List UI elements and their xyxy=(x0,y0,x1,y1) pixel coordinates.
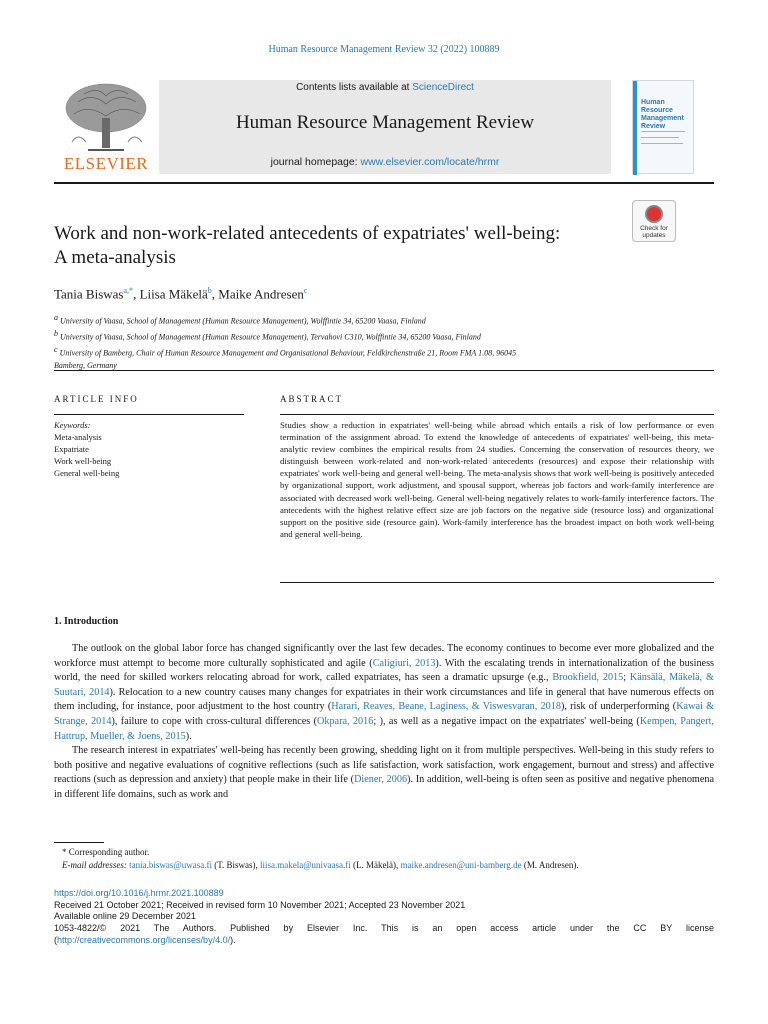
contents-prefix: Contents lists available at xyxy=(296,82,413,93)
paragraph-text: ). Relocation to a new country causes many changes for expatriates in their work circumstances and life in general that have numerous effects on them including, for instance, poor adjustment to the host country ( xyxy=(54,686,714,713)
paragraph-text: ), failure to cope with cross-cultural differences ( xyxy=(111,715,318,727)
email-label: E-mail addresses: xyxy=(62,860,127,870)
body-paragraph xyxy=(54,642,714,744)
license-statement: 1053-4822/© 2021 The Authors. Published by Elsevier Inc. This is an open access article under the CC BY license xyxy=(54,923,714,934)
cover-title: Human Resource Management Review xyxy=(641,99,684,130)
paragraph-text: ). In addition, well-being is often seen as positive and negative phenomena in different life domains, such as work and xyxy=(54,774,714,800)
license-url-line xyxy=(54,935,714,947)
citation-link[interactable]: Harari, Reaves, Beane, Laginess, & Viswesvaran, 2018 xyxy=(331,701,561,713)
article-title-line: A meta-analysis xyxy=(54,247,176,268)
affiliation-text: Bamberg, Germany xyxy=(54,361,117,371)
affiliation xyxy=(54,360,654,373)
header-divider xyxy=(54,182,714,184)
sciencedirect-link[interactable]: ScienceDirect xyxy=(412,82,474,93)
paragraph-text: The research interest in expatriates' well-being has recently been growing, shedding light on it from multiple perspectives. Well-being in this study refers to both positive and negative evaluations of cognitive reflections (such as life satisfaction, work satisfaction, work engagement, burnout and stress) and affective reactions (such as depression and anxiety) that people make in their life ( xyxy=(54,745,714,786)
elsevier-wordmark: ELSEVIER xyxy=(63,154,149,173)
homepage-prefix: journal homepage: xyxy=(270,156,361,168)
paragraph-text: ). xyxy=(185,730,192,742)
citation-link[interactable]: Kempen, Pangert, Hattrup, Mueller, & Joens, 2015 xyxy=(54,715,714,742)
license-paren: ). xyxy=(230,934,236,945)
keyword: Meta-analysis xyxy=(54,432,102,442)
cover-line xyxy=(641,143,683,144)
abstract-divider xyxy=(280,414,714,415)
article-info-heading: ARTICLE INFO xyxy=(54,394,139,404)
email-link[interactable]: tania.biswas@uwasa.fi xyxy=(129,860,212,870)
author-affiliation-marker[interactable]: c xyxy=(303,286,308,295)
license-link[interactable]: http://creativecommons.org/licenses/by/4.0/ xyxy=(57,934,231,945)
section-heading-introduction: 1. Introduction xyxy=(54,616,119,627)
affiliations xyxy=(54,312,654,373)
citation-link[interactable]: Diener, 2006 xyxy=(354,774,408,786)
affiliation xyxy=(54,312,654,328)
citation-link[interactable]: Okpara, 2016 xyxy=(317,715,374,727)
journal-header xyxy=(54,80,714,178)
keyword: Expatriate xyxy=(54,444,89,454)
paragraph-text: ). With the escalating trends in internationalization of the business world, the need for skilled workers relocating abroad for work, called expatriates, has seen a dramatic upsurge (e.g., xyxy=(54,657,715,684)
license-paren: ( xyxy=(54,934,57,945)
keywords-block xyxy=(54,419,119,479)
keyword: Work well-being xyxy=(54,456,112,466)
corresponding-author-note: * Corresponding author. xyxy=(62,847,150,857)
body-text xyxy=(54,642,714,803)
citation-link[interactable]: Brookfield, 2015 xyxy=(552,672,624,684)
cover-line xyxy=(641,137,679,138)
abstract-heading: ABSTRACT xyxy=(280,394,344,404)
author-affiliation-marker[interactable]: a,* xyxy=(123,286,134,295)
journal-title: Human Resource Management Review xyxy=(235,112,535,133)
cover-line xyxy=(641,131,685,132)
author-affiliation-marker[interactable]: b xyxy=(207,286,212,295)
paragraph-text: The outlook on the global labor force has changed significantly over the last few decades. The economy continues to become ever more globalized and the workforce must attempt to become more culturally sophisticated and agile ( xyxy=(54,643,714,669)
paragraph-text: ), risk of underperforming ( xyxy=(560,701,677,713)
affiliation-marker: c xyxy=(54,345,58,355)
affiliation-text: University of Bamberg, Chair of Human Resource Management and Organisational Behaviour, Feldkirchenstraße 21, Room FMA 1.08, 96045 xyxy=(59,348,517,358)
article-info-divider xyxy=(54,414,244,415)
email-owner: (L. Mäkelä), xyxy=(350,860,401,870)
citation-link[interactable]: Kawai & Strange, 2014 xyxy=(54,701,714,727)
crossmark-icon xyxy=(645,205,663,223)
body-paragraph xyxy=(54,744,714,802)
email-owner: (T. Biswas), xyxy=(211,860,261,870)
received-dates: Received 21 October 2021; Received in revised form 10 November 2021; Accepted 23 November 2021 xyxy=(54,899,466,910)
journal-reference-link[interactable]: Human Resource Management Review 32 (2022) 100889 xyxy=(268,44,500,55)
journal-masthead xyxy=(159,80,611,174)
elsevier-logo[interactable] xyxy=(54,80,158,174)
email-link[interactable]: liisa.makela@univaasa.fi xyxy=(260,860,351,870)
affiliation-text: University of Vaasa, School of Management (Human Resource Management), Wolffintie 34, 65200 Vaasa, Finland xyxy=(60,316,426,326)
abstract-end-divider xyxy=(280,582,714,583)
cover-spine xyxy=(633,81,637,175)
available-online: Available online 29 December 2021 xyxy=(54,911,196,922)
affiliation-marker: a xyxy=(54,313,58,322)
author-name[interactable]: Tania Biswas xyxy=(54,286,124,302)
paragraph-text: ; ), as well as a negative impact on the expatriates' well-being ( xyxy=(373,715,640,727)
keyword: General well-being xyxy=(54,468,120,478)
check-updates-label: Check for updates xyxy=(640,225,668,239)
paragraph-text: ; xyxy=(623,672,630,684)
author-name[interactable]: Maike Andresen xyxy=(218,286,304,302)
contents-line xyxy=(159,82,611,93)
elsevier-tree-icon xyxy=(58,82,154,154)
email-addresses xyxy=(54,859,714,872)
email-link[interactable]: maike.andresen@uni-bamberg.de xyxy=(400,860,522,870)
journal-cover-thumbnail[interactable] xyxy=(632,80,694,174)
publication-info xyxy=(54,888,714,947)
citation-link[interactable]: Känsälä, Mäkelä, & Suutari, 2014 xyxy=(54,672,714,698)
keywords-label: Keywords: xyxy=(54,420,91,430)
author-list: Tania Biswas$^{a,*}$, Liisa Mäkelä$^b$, Maike Andresen$^c$ xyxy=(54,286,308,302)
affiliation-marker: b xyxy=(54,329,58,339)
homepage-link[interactable]: www.elsevier.com/locate/hrmr xyxy=(360,156,500,168)
affiliation-text: University of Vaasa, School of Management (Human Resource Management), Tervahovi C310, Wolffintie 34, 65200 Vaasa, Finland xyxy=(60,332,481,342)
footnote-divider xyxy=(54,842,104,843)
citation-link[interactable]: Caligiuri, 2013 xyxy=(372,657,436,669)
affiliation xyxy=(54,344,654,360)
author-name[interactable]: Liisa Mäkelä xyxy=(139,286,208,302)
section-divider xyxy=(54,370,714,371)
check-for-updates-button[interactable] xyxy=(632,200,676,242)
footnotes xyxy=(54,846,714,872)
email-owner: (M. Andresen). xyxy=(521,860,579,870)
article-title-line: Work and non-work-related antecedents of expatriates' well-being: xyxy=(54,223,561,244)
homepage-line xyxy=(159,156,611,168)
abstract-text: Studies show a reduction in expatriates' well-being while abroad which entails a risk of low performance or even termination of the assignment abroad. To extend the knowledge of antecedents of expatriates' well-being, this meta-analytic review combines the empirical results from 24 studies. Concerning the conservation of resources theory, we distinguish between work-related and non-work-related antecedents (resources) and expose their relationship with expatriates' work well-being and general well-being. The meta-analysis shows that work well-being is positively anteceded by organizational support, work adjustment, and spousal support, whereas job factors and work-family interference are associated with decreased work well-being. General well-being negatively relates to work-family interference factors. The antecedents with the highest relative effect size are job factors on the negative side (resource loss) and organizational support on the positive side (resource gain). Work-family interference has the broadest impact on both work well-being and general well-being. xyxy=(280,420,714,539)
doi-link[interactable]: https://doi.org/10.1016/j.hrmr.2021.100889 xyxy=(54,888,224,898)
affiliation xyxy=(54,328,654,344)
article-title xyxy=(54,222,614,270)
